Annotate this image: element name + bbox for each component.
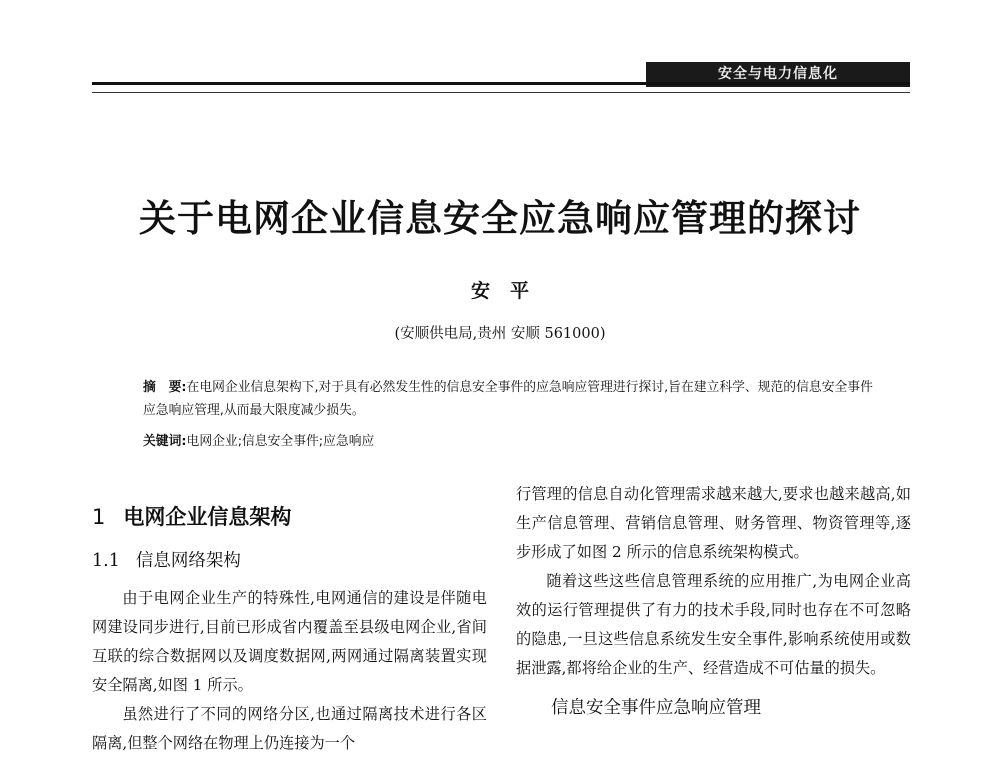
author-name: 安平: [470, 280, 549, 302]
author-affiliation: (安顺供电局,贵州 安顺 561000): [394, 326, 606, 342]
keywords: [143, 430, 873, 453]
body-paragraph: 虽然进行了不同的网络分区,也通过隔离技术进行各区隔离,但整个网络在物理上仍连接为一个: [92, 705, 487, 752]
body-paragraph: 行管理的信息自动化管理需求越来越大,要求也越来越高,如生产信息管理、营销信息管理、财务管理、物资管理等,逐步形成了如图 2 所示的信息系统架构模式。: [516, 485, 911, 561]
subsection-number: 1.1: [92, 551, 120, 571]
body-paragraph: 由于电网企业生产的特殊性,电网通信的建设是伴随电网建设同步进行,目前已形成省内覆盖至县级电网企业,省间互联的综合数据网以及调度数据网,两网通过隔离装置实现安全隔离,如图 1 所示。: [92, 589, 487, 694]
abstract: [143, 376, 873, 422]
section-number: 1: [92, 505, 106, 529]
abstract-label: 摘 要:: [143, 380, 187, 395]
paper-title: 关于电网企业信息安全应急响应管理的探讨: [139, 196, 861, 240]
header-rule-thin: [92, 92, 910, 93]
subsection-heading-1-1: [92, 548, 487, 574]
right-column: [516, 480, 911, 718]
section-heading-cut: 信息安全事件应急响应管理: [516, 698, 761, 718]
left-column: [92, 480, 487, 752]
keywords-text: 电网企业;信息安全事件;应急响应: [186, 434, 375, 449]
keywords-label: 关键词:: [143, 434, 187, 449]
body-paragraph: 随着这些这些信息管理系统的应用推广,为电网企业高效的运行管理提供了有力的技术手段,同时也存在不可忽略的隐患,一旦这些信息系统发生安全事件,影响系统使用或数据泄露,都将给企业的生产、经营造成不可估量的损失。: [516, 572, 911, 677]
subsection-title: 信息网络架构: [135, 551, 241, 571]
abstract-text: 在电网企业信息架构下,对于具有必然发生性的信息安全事件的应急响应管理进行探讨,旨在建立科学、规范的信息安全事件应急响应管理,从而最大限度减少损失。: [143, 380, 873, 418]
section-title: 电网企业信息架构: [123, 505, 292, 529]
section-heading-1: [92, 502, 487, 532]
journal-section-banner: 安全与电力信息化: [646, 62, 910, 87]
header-rule: [92, 82, 910, 85]
